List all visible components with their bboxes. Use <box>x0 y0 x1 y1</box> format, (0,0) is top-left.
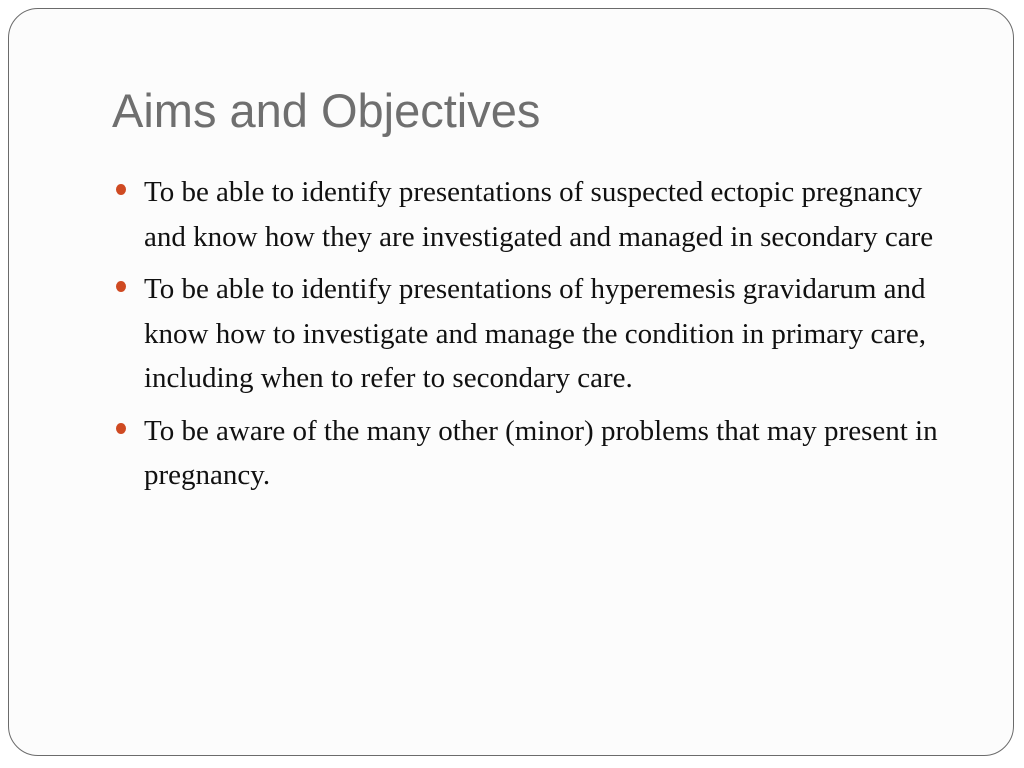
bullet-dot-icon <box>116 184 126 195</box>
slide-title: Aims and Objectives <box>112 84 541 137</box>
bullet-item <box>116 267 956 401</box>
bullet-item <box>116 170 956 259</box>
bullet-dot-icon <box>116 281 126 292</box>
bullet-text: To be aware of the many other (minor) problems that may present in pregnancy. <box>144 414 938 491</box>
bullet-text: To be able to identify presentations of hyperemesis gravidarum and know how to investigate and manage the condition in primary care, including when to refer to secondary care. <box>144 273 926 394</box>
bullet-list <box>116 170 956 506</box>
bullet-text: To be able to identify presentations of suspected ectopic pregnancy and know how they are investigated and managed in secondary care <box>144 176 934 253</box>
bullet-item <box>116 409 956 498</box>
bullet-dot-icon <box>116 423 126 434</box>
